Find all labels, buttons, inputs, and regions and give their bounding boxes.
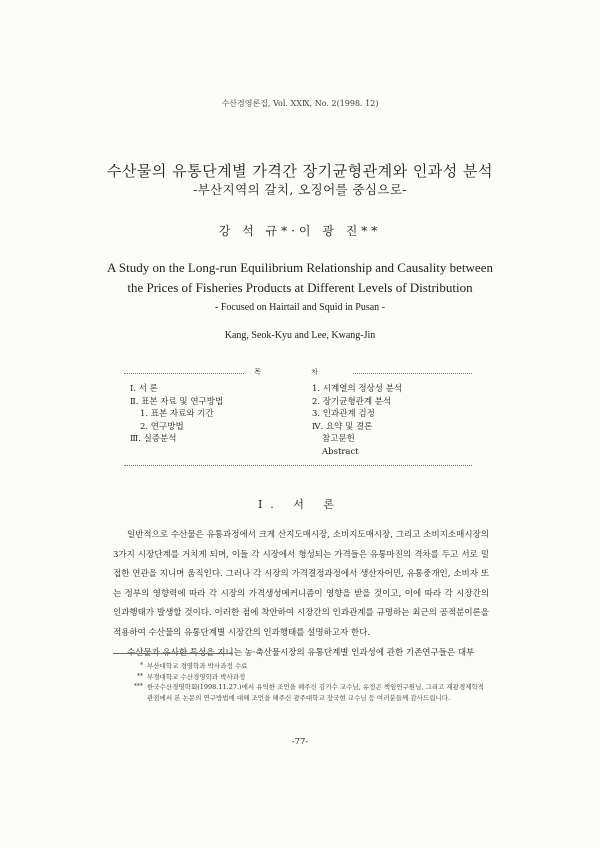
toc-item: 3. 인과관계 검정 [312,409,375,419]
toc-bottom-rule [124,465,472,466]
toc-item: Ⅲ. 실증분석 [130,434,177,444]
toc-heading [124,367,472,377]
korean-subtitle: -부산지역의 갈치, 오징어를 중심으로- [193,182,407,197]
footnote-text: 부경대학교 수산경영학과 박사과정 [147,672,246,681]
footnote-mark: *** [134,683,143,690]
toc-left-column [130,383,223,446]
toc-item: 2. 연구방법 [140,421,184,432]
body-text [113,526,489,663]
footnotes [113,661,489,703]
korean-authors: 강 석 규*·이 광 진** [218,224,382,238]
toc-right-column [312,383,402,458]
english-authors: Kang, Seok-Kyu and Lee, Kwang-Jin [224,330,376,341]
english-title-line-1: A Study on the Long-run Equilibrium Relationship and Causality between [107,260,493,275]
english-title [0,258,600,318]
korean-title: 수산물의 유통단계별 가격간 장기균형관계와 인과성 분석 [106,162,494,180]
toc-item: 1. 표본 자료와 기간 [140,409,214,419]
toc-item: Ⅱ. 표본 자료 및 연구방법 [130,396,224,407]
toc-item: 1. 시계열의 정상성 분석 [312,384,403,394]
toc-item: Ⅳ. 요약 및 결론 [312,421,373,432]
table-of-contents [124,368,472,465]
toc-item: Abstract [322,446,359,457]
english-subtitle: - Focused on Hairtail and Squid in Pusan - [215,302,385,313]
footnote [113,682,489,703]
toc-heading-text: 목 차 [244,368,352,376]
toc-item: Ⅰ. 서 론 [130,384,158,394]
toc-item: 참고문헌 [322,434,355,444]
section-title-introduction: Ⅰ. 서 론 [257,498,343,511]
footnote-text: 부산대학교 경영학과 박사과정 수료 [147,662,248,670]
journal-header: 수산경영론집, Vol. ⅩⅩⅨ, No. 2(1998. 12) [221,99,379,108]
page-number: -77- [291,737,309,747]
footnote [113,661,489,672]
paragraph: 수산물과 유사한 특성을 지니는 농·축산물시장의 유통단계별 인과성에 관한 기존연구들은 대부 [127,647,475,658]
footnote-mark: * [140,662,143,669]
english-title-line-2: the Prices of Fisheries Products at Different Levels of Distribution [127,280,473,295]
toc-item: 2. 장기균형관계 분석 [312,396,392,407]
footnote [113,672,489,683]
paragraph: 일반적으로 수산물은 유통과정에서 크게 산지도매시장, 소비지도매시장, 그리고 소비지소매시장의 3가지 시장단계를 거치게 되며, 이들 각 시장에서 형성되는 가격들은 유통마진의 격차를 두고 서로 밀접한 연관을 지니며 움직인다. 그러나 각 시장의 가격결정과정에서 생산자어민, 유통중개인, 소비자 또는 정부의 영향력에 따라 각 시장의 가격생성메커니즘이 영향을 받을 것이고, 이에 따라 각 시장간의 인과행태가 발생할 것이다. 이러한 점에 착안하여 시장간의 인과관계를 규명하는 최근의 공적분이론을 적용하여 수산물의 유통단계별 시장간의 인과행태를 설명하고자 한다. [113,530,489,638]
footnote-mark: ** [137,672,143,680]
footnote-rule [113,653,233,654]
footnote-text: 한국수산경영학회(1998.11.27.)에서 유익한 조언을 해주신 김기수 교수님, 유정곤 책임연구원님, 그리고 재광경제학적 관점에서 본 논문의 연구방법에 대해 조언을 해주신 광주대학교 장국현 교수님 등 여러분들께 감사드립니다. [147,683,485,702]
